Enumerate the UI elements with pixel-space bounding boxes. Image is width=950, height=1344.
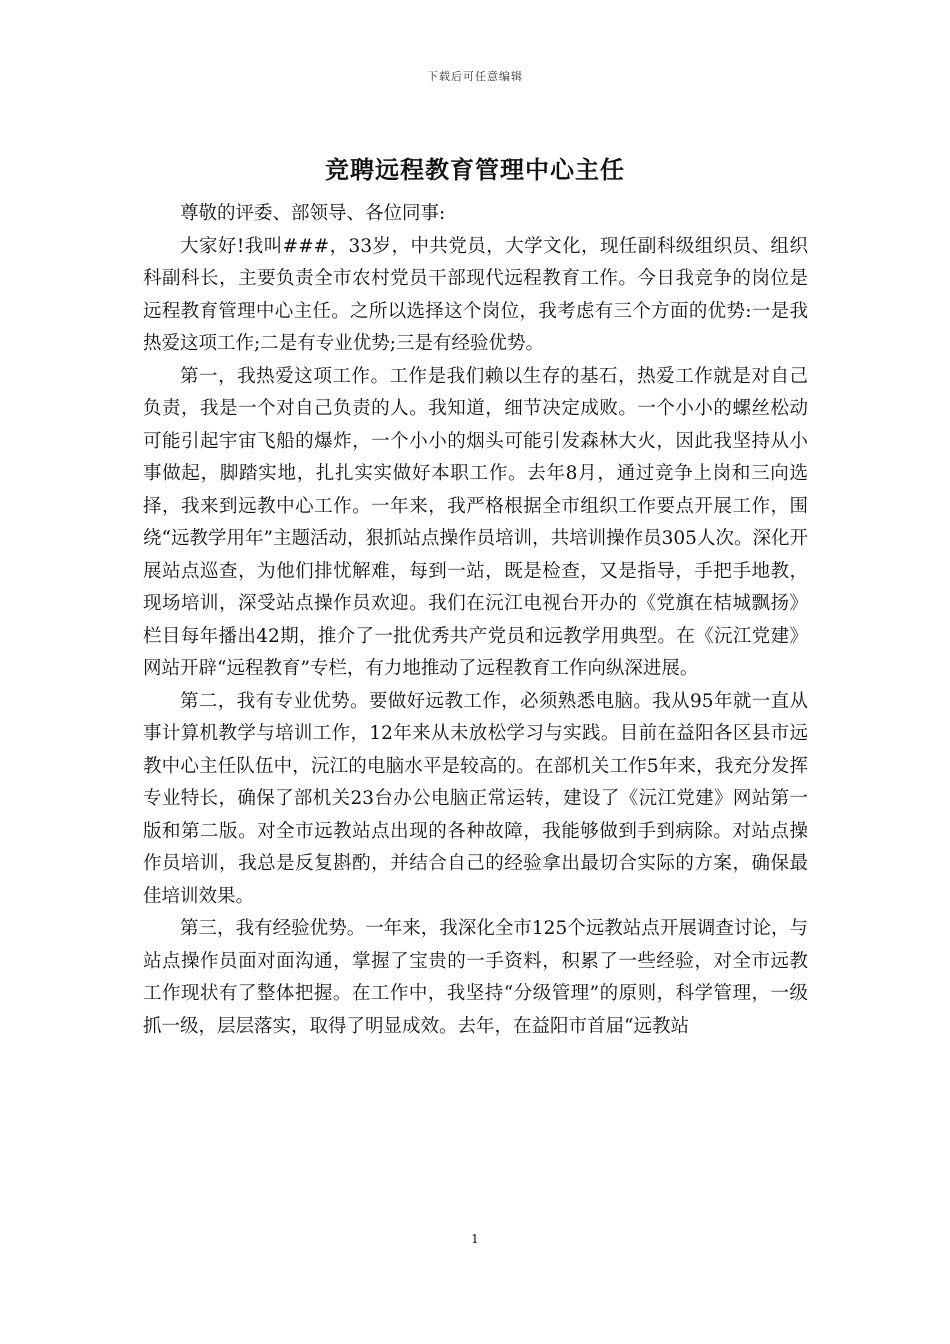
document-title: 竞聘远程教育管理中心主任 <box>325 155 625 184</box>
intro-paragraph: 大家好!我叫###，33岁，中共党员，大学文化，现任副科级组织员、组织科副科长，主要负责全市农村党员干部现代远程教育工作。今日我竞争的岗位是远程教育管理中心主任。之所以选择这个岗位，我考虑有三个方面的优势:一是我热爱这项工作;二是有专业优势;三是有经验优势。 <box>143 235 808 354</box>
header-note: 下载后可任意编辑 <box>427 70 523 83</box>
first-point-paragraph: 第一，我热爱这项工作。工作是我们赖以生存的基石，热爱工作就是对自己负责，我是一个对自己负责的人。我知道，细节决定成败。一个小小的螺丝松动可能引起宇宙飞船的爆炸，一个小小的烟头可能引发森林大火，因此我坚持从小事做起，脚踏实地，扎扎实实做好本职工作。去年8月，通过竞争上岗和三向选择，我来到远教中心工作。一年来，我严格根据全市组织工作要点开展工作，围绕“远教学用年”主题活动，狠抓站点操作员培训，共培训操作员305人次。深化开展站点巡查，为他们排忧解难，每到一站，既是检查，又是指导，手把手地教，现场培训，深受站点操作员欢迎。我们在沅江电视台开办的《党旗在桔城飘扬》栏目每年播出42期，推介了一批优秀共产党员和远教学用典型。在《沅江党建》网站开辟“远程教育”专栏，有力地推动了远程教育工作向纵深进展。 <box>143 365 808 679</box>
third-point-paragraph: 第三，我有经验优势。一年来，我深化全市125个远教站点开展调查讨论，与站点操作员面对面沟通，掌握了宝贵的一手资料，积累了一些经验，对全市远教工作现状有了整体把握。在工作中，我坚持“分级管理”的原则，科学管理，一级抓一级，层层落实，取得了明显成效。去年，在益阳市首届“远教站 <box>143 918 808 1037</box>
page-number: 1 <box>471 1232 479 1246</box>
salutation-paragraph: 尊敬的评委、部领导、各位同事: <box>180 203 446 224</box>
document-body <box>143 198 808 1043</box>
second-point-paragraph: 第二，我有专业优势。要做好远教工作，必须熟悉电脑。我从95年就一直从事计算机教学与培训工作，12年来从未放松学习与实践。目前在益阳各区县市远教中心主任队伍中，沅江的电脑水平是较高的。在部机关工作5年来，我充分发挥专业特长，确保了部机关23台办公电脑正常运转，建设了《沅江党建》网站第一版和第二版。对全市远教站点出现的各种故障，我能够做到手到病除。对站点操作员培训，我总是反复斟酌，并结合自己的经验拿出最切合实际的方案，确保最佳培训效果。 <box>143 690 808 907</box>
